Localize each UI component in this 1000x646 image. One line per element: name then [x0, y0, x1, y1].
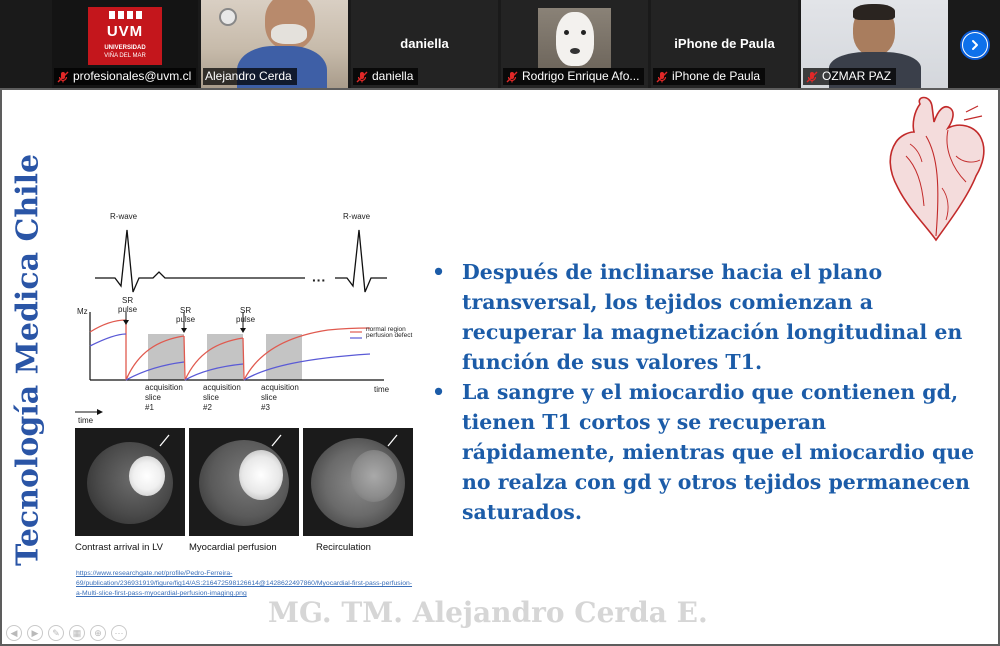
muted-mic-icon — [355, 70, 369, 84]
acquisition-slice-box — [207, 334, 243, 380]
participant-name: Rodrigo Enrique Afo... — [522, 69, 640, 83]
time-axis-label: time — [374, 385, 390, 394]
acquisition-slice-box — [266, 334, 302, 380]
rwave-label-right: R-wave — [343, 212, 371, 221]
dog-nose — [570, 48, 580, 54]
slideshow-toolbar — [6, 625, 127, 643]
sr-pulse-label: SR pulse — [176, 306, 196, 324]
acquisition-label: acquisition slice #3 — [261, 383, 299, 412]
dog-head — [556, 12, 594, 66]
wall-clock — [219, 8, 237, 26]
participant-name-label — [203, 68, 297, 85]
participant-name: Alejandro Cerda — [205, 69, 292, 83]
participant-name-label — [803, 68, 896, 85]
participant-tile[interactable] — [351, 0, 498, 88]
next-participants-button[interactable] — [960, 30, 990, 60]
legend-normal-region: normal region — [366, 326, 406, 333]
participant-name-label — [353, 68, 418, 85]
logo-caption: UNIVERSIDAD — [104, 45, 146, 51]
mri-image-contrast-arrival — [75, 428, 185, 536]
rwave-label-left: R-wave — [110, 212, 138, 221]
anatomical-heart-icon — [886, 96, 990, 246]
muted-mic-icon — [655, 70, 669, 84]
muted-mic-icon — [505, 70, 519, 84]
participant-tile[interactable] — [52, 0, 198, 88]
participant-name: OZMAR PAZ — [822, 69, 892, 83]
participant-name: iPhone de Paula — [672, 69, 761, 83]
sr-pulse-label: SR pulse — [118, 296, 138, 314]
chevron-right-icon — [969, 39, 981, 51]
dog-eye — [564, 30, 569, 35]
sr-pulse-label: SR pulse — [236, 306, 256, 324]
participant-strip — [0, 0, 1000, 88]
participant-display-name: daniella — [400, 36, 449, 51]
play-icon[interactable]: ▶ — [27, 625, 43, 641]
grid-icon[interactable]: ▦ — [69, 625, 85, 641]
reference-link[interactable]: https://www.researchgate.net/profile/Pedro-Ferreira-69/publication/236931919/figure/fig14/AS:216472598126614@1428622497860/Myocardial-first-pass-perfusion-a-Multi-slice-first-pass-myocardial-perfusion-imaging.png — [76, 570, 413, 597]
time-arrow-icon — [75, 408, 105, 416]
participant-name-label — [503, 68, 644, 85]
logo-text: UVM — [106, 23, 144, 40]
time-arrow-label: time — [78, 416, 94, 425]
person-beard — [271, 24, 307, 44]
bullet-item: • La sangre y el miocardio que contienen gd, tienen T1 cortos y se recuperan rápidamente, mientras que el miocardio que no realza con gd y otros tejidos permanecen saturados. — [430, 377, 985, 527]
acquisition-label: acquisition slice #1 — [145, 383, 183, 412]
bullet-item: • Después de inclinarse hacia el plano transversal, los tejidos comienzan a recuperar la magnetización longitudinal en función de sus valores T1. — [430, 257, 985, 377]
mri-image-myocardial-perfusion — [189, 428, 299, 536]
participant-name: daniella — [372, 69, 414, 83]
slide-bullet-list — [430, 257, 985, 527]
participant-display-name: iPhone de Paula — [674, 36, 775, 51]
acquisition-label: acquisition slice #2 — [203, 383, 241, 412]
ecg-ellipsis: ··· — [312, 272, 326, 288]
participant-tile[interactable] — [651, 0, 798, 88]
more-icon[interactable]: ⋯ — [111, 625, 127, 641]
vertical-title-text: Tecnología Medica Chile — [10, 153, 46, 567]
muted-mic-icon — [56, 70, 70, 84]
slide-footer-author: MG. TM. Alejandro Cerda E. — [268, 596, 708, 629]
muted-mic-icon — [805, 70, 819, 84]
participant-tile[interactable] — [501, 0, 648, 88]
mri-caption: Recirculation — [316, 542, 371, 553]
vertical-slide-title — [6, 150, 50, 570]
mri-caption: Myocardial perfusion — [189, 542, 277, 553]
legend-perfusion-defect: perfusion defect — [366, 332, 413, 339]
zoom-icon[interactable]: ⊕ — [90, 625, 106, 641]
uvm-logo — [88, 7, 162, 65]
mri-caption: Contrast arrival in LV — [75, 542, 163, 553]
participant-tile[interactable] — [801, 0, 948, 88]
participant-tile[interactable] — [201, 0, 348, 88]
participant-name: profesionales@uvm.cl — [73, 69, 192, 83]
mri-image-recirculation — [303, 428, 413, 536]
logo-caption-2: VIÑA DEL MAR — [104, 53, 146, 59]
participant-name-label — [54, 68, 196, 85]
dog-eye — [581, 30, 586, 35]
profile-picture — [538, 8, 611, 68]
ecg-waveform — [95, 226, 395, 298]
mz-axis-label: Mz — [77, 307, 88, 316]
participant-name-label — [653, 68, 765, 85]
back-icon[interactable]: ◀ — [6, 625, 22, 641]
person-hair — [853, 4, 895, 20]
pen-icon[interactable]: ✎ — [48, 625, 64, 641]
